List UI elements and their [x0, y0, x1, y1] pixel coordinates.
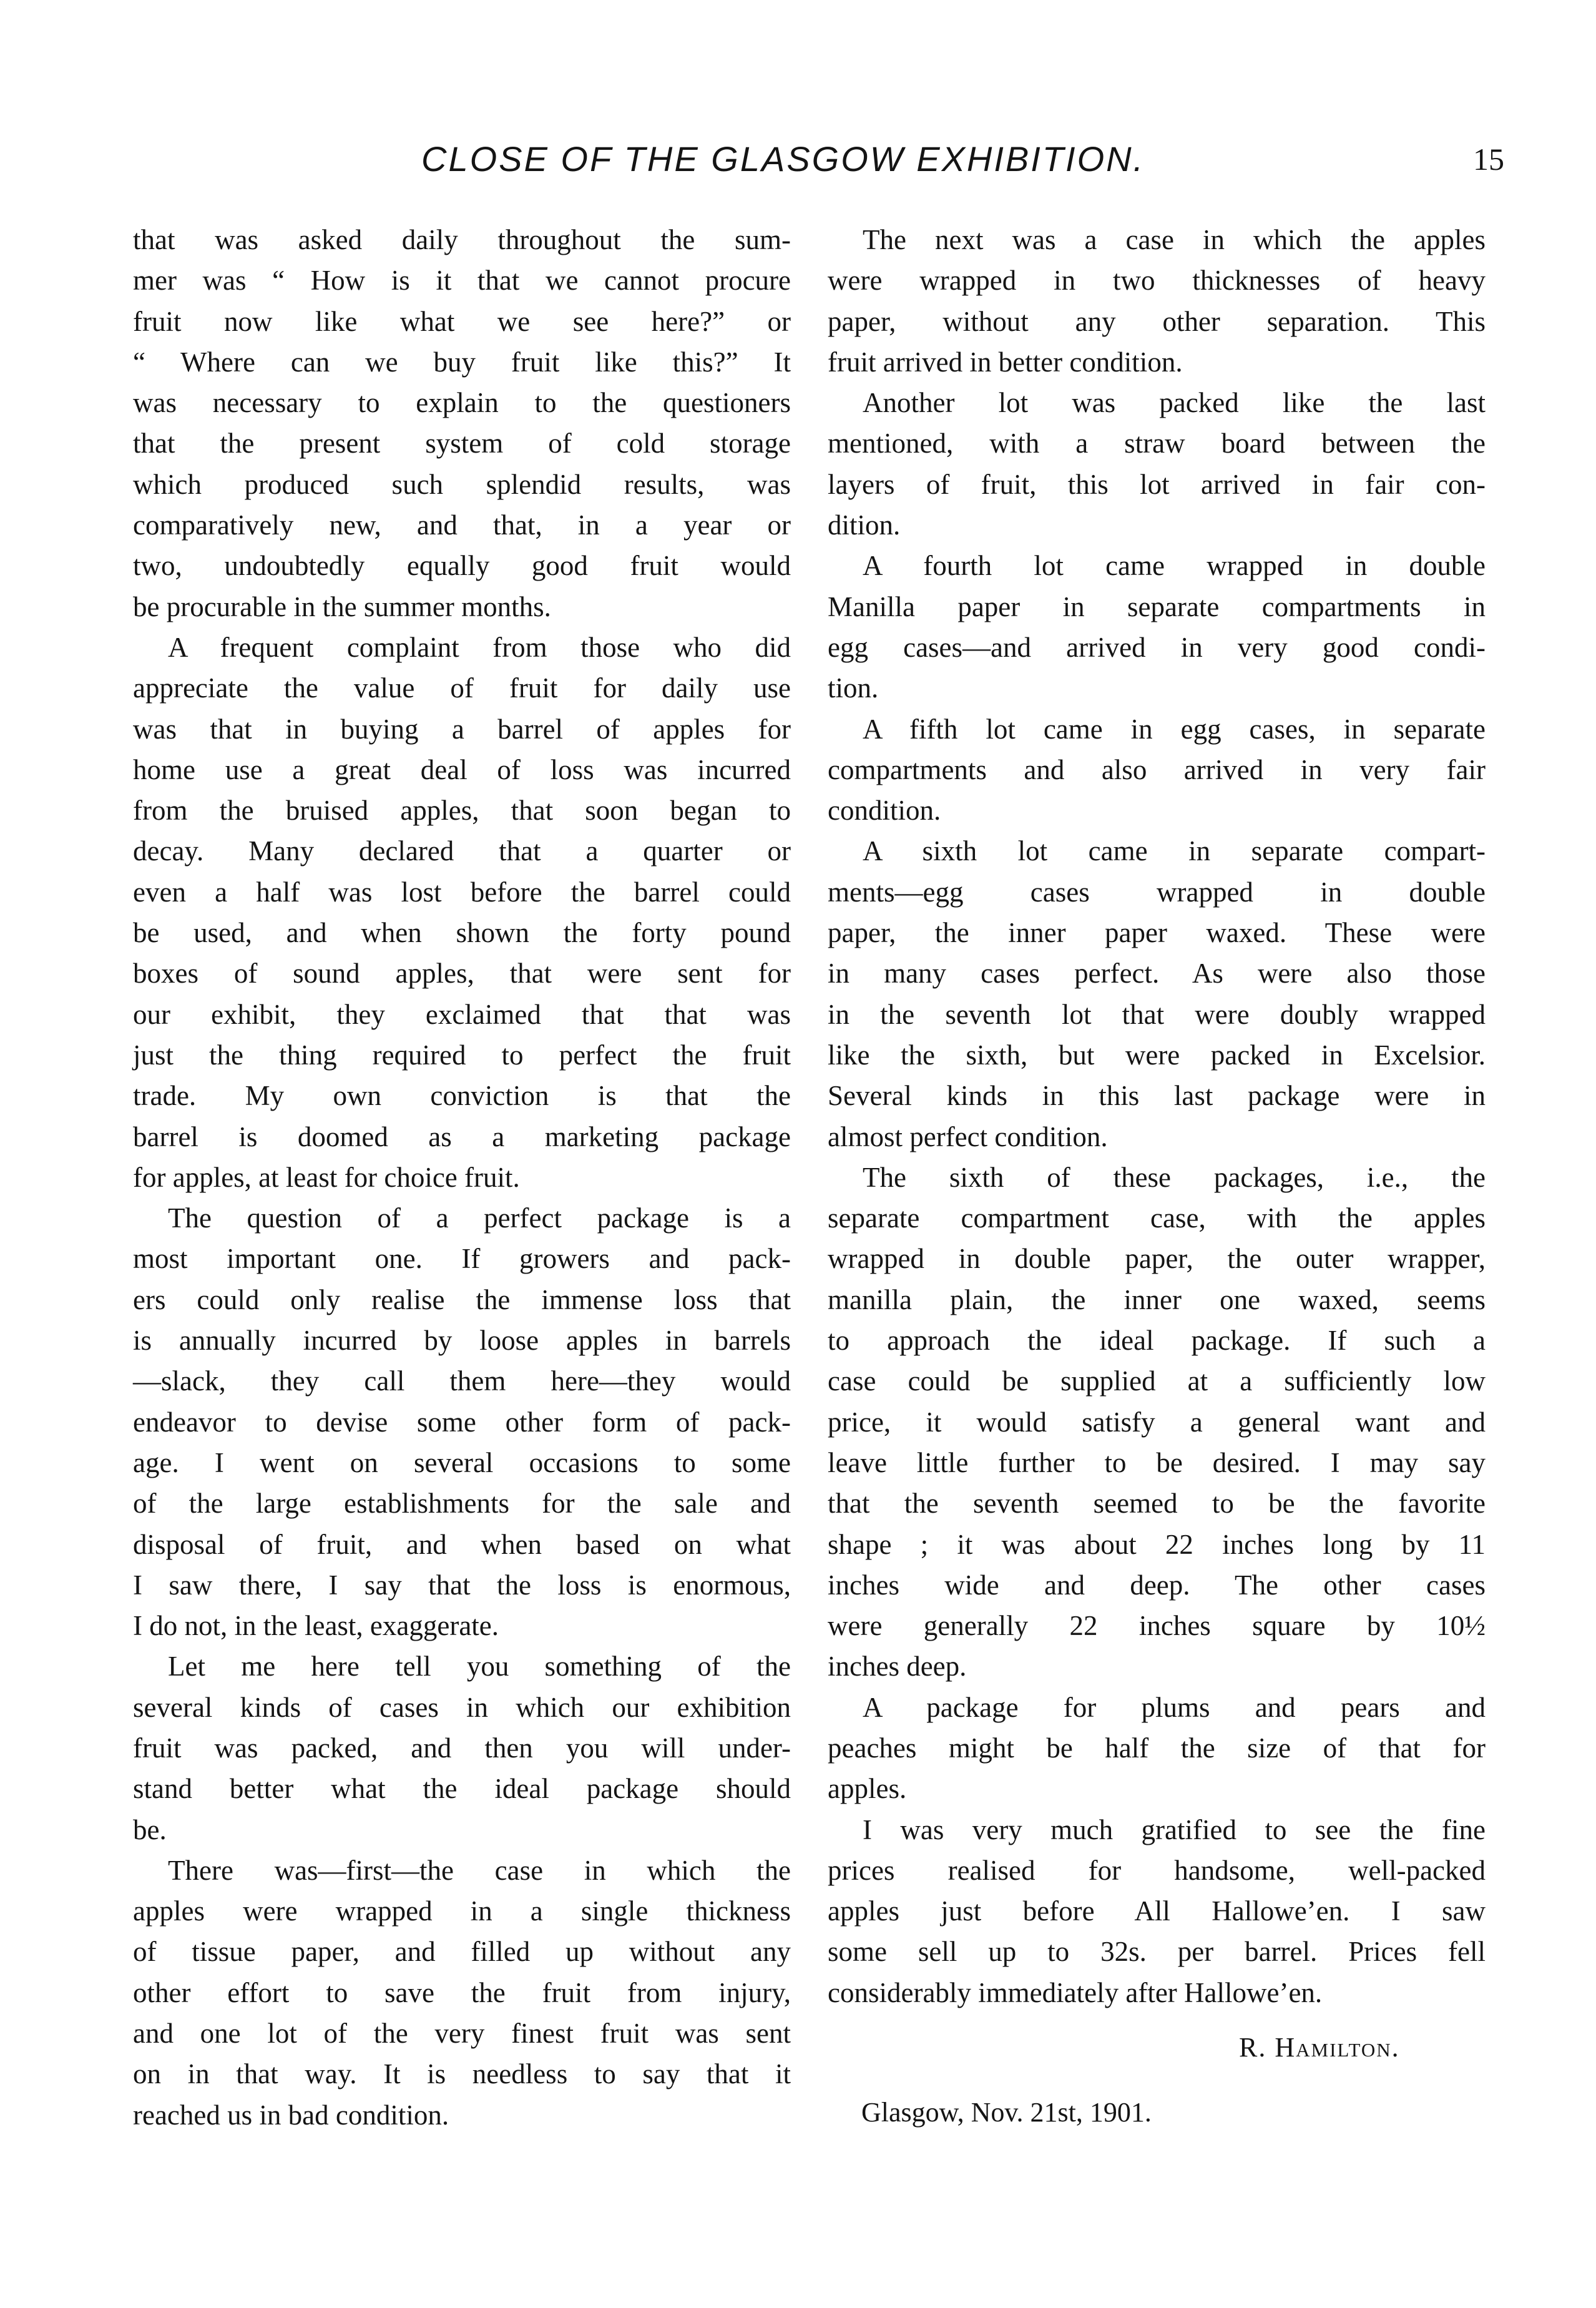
text-line: A fourth lot came wrapped in double [863, 550, 1486, 582]
author-signature: R. Hamilton. [1239, 2032, 1400, 2063]
text-line: A package for plums and pears and [863, 1691, 1486, 1723]
text-line: paper, without any other separation. This [828, 305, 1486, 337]
text-line: barrel is doomed as a marketing package [133, 1121, 791, 1152]
text-line: I saw there, I say that the loss is enormous, [133, 1569, 791, 1601]
text-line: were generally 22 inches square by 10½ [828, 1610, 1486, 1642]
text-line: ments—egg cases wrapped in double [828, 876, 1486, 908]
text-line: decay. Many declared that a quarter or [133, 835, 791, 867]
text-line: most important one. If growers and pack- [133, 1243, 791, 1275]
text-line: A fifth lot came in egg cases, in separate [863, 713, 1486, 745]
paragraph [828, 1687, 1486, 1810]
left-column [133, 220, 791, 2136]
text-line: dition. [828, 509, 901, 541]
text-line: for apples, at least for choice fruit. [133, 1161, 520, 1193]
paragraph [828, 1810, 1486, 2013]
paragraph [133, 1198, 791, 1646]
text-line: our exhibit, they exclaimed that that was [133, 998, 791, 1030]
text-line: price, it would satisfy a general want and [828, 1406, 1486, 1438]
text-line: egg cases—and arrived in very good condi- [828, 631, 1486, 663]
text-line: fruit now like what we see here?” or [133, 305, 791, 337]
text-line: reached us in bad condition. [133, 2099, 449, 2131]
text-line: —slack, they call them here—they would [133, 1365, 791, 1397]
text-line: be. [133, 1814, 167, 1845]
text-line: Several kinds in this last package were in [828, 1080, 1486, 1112]
text-line: boxes of sound apples, that were sent for [133, 958, 791, 989]
text-line: were wrapped in two thicknesses of heavy [828, 265, 1486, 297]
text-line: fruit arrived in better condition. [828, 346, 1183, 378]
text-line: that the present system of cold storage [133, 428, 791, 459]
text-line: The question of a perfect package is a [168, 1202, 791, 1234]
paragraph [133, 1646, 791, 1850]
text-line: I was very much gratified to see the fine [863, 1814, 1486, 1845]
text-line: comparatively new, and that, in a year or [133, 509, 791, 541]
text-line: some sell up to 32s. per barrel. Prices fell [828, 1936, 1486, 1968]
text-line: appreciate the value of fruit for daily use [133, 672, 791, 704]
text-line: of tissue paper, and filled up without any [133, 1936, 791, 1968]
text-line: considerably immediately after Hallowe’en. [828, 1977, 1323, 2008]
text-line: peaches might be half the size of that for [828, 1732, 1486, 1764]
text-line: be procurable in the summer months. [133, 591, 551, 622]
text-line: home use a great deal of loss was incurred [133, 754, 791, 785]
text-line: that the seventh seemed to be the favorite [828, 1488, 1486, 1520]
text-line: two, undoubtedly equally good fruit would [133, 550, 791, 582]
text-line: shape ; it was about 22 inches long by 11 [828, 1528, 1486, 1560]
text-line: inches wide and deep. The other cases [828, 1569, 1486, 1601]
paragraph [133, 220, 791, 627]
paragraph [828, 1157, 1486, 1687]
text-line: manilla plain, the inner one waxed, seems [828, 1284, 1486, 1315]
text-line: even a half was lost before the barrel could [133, 876, 791, 908]
page-title: CLOSE OF THE GLASGOW EXHIBITION. [421, 139, 1145, 179]
paragraph [828, 383, 1486, 546]
paragraph [133, 627, 791, 1198]
text-line: just the thing required to perfect the fruit [133, 1039, 791, 1071]
paragraph [828, 220, 1486, 383]
text-line: that was asked daily throughout the sum- [133, 224, 791, 255]
text-line: “ Where can we buy fruit like this?” It [133, 346, 791, 378]
dateline: Glasgow, Nov. 21st, 1901. [861, 2097, 1152, 2128]
text-line: almost perfect condition. [828, 1121, 1108, 1152]
right-column [828, 220, 1486, 2013]
text-line: fruit was packed, and then you will under- [133, 1732, 791, 1764]
text-line: of the large establishments for the sale and [133, 1488, 791, 1520]
text-line: was that in buying a barrel of apples for [133, 713, 791, 745]
text-line: several kinds of cases in which our exhibition [133, 1691, 791, 1723]
text-line: apples were wrapped in a single thickness [133, 1895, 791, 1927]
text-line: in the seventh lot that were doubly wrapped [828, 998, 1486, 1030]
paragraph [828, 546, 1486, 709]
paragraph [828, 709, 1486, 832]
text-line: mer was “ How is it that we cannot procure [133, 265, 791, 297]
text-line: A frequent complaint from those who did [168, 631, 791, 663]
text-line: be used, and when shown the forty pound [133, 917, 791, 949]
text-line: disposal of fruit, and when based on what [133, 1528, 791, 1560]
text-line: stand better what the ideal package should [133, 1773, 791, 1805]
paragraph [133, 1850, 791, 2136]
text-line: is annually incurred by loose apples in barrels [133, 1325, 791, 1357]
text-line: A sixth lot came in separate compart- [863, 835, 1486, 867]
text-line: from the bruised apples, that soon began to [133, 795, 791, 827]
text-line: Another lot was packed like the last [863, 387, 1486, 419]
text-line: separate compartment case, with the apples [828, 1202, 1486, 1234]
text-line: ers could only realise the immense loss that [133, 1284, 791, 1315]
text-line: Let me here tell you something of the [168, 1651, 791, 1682]
page-number: 15 [1473, 142, 1504, 177]
text-line: in many cases perfect. As were also those [828, 958, 1486, 989]
text-line: The next was a case in which the apples [863, 224, 1486, 255]
paragraph [828, 831, 1486, 1157]
text-line: was necessary to explain to the questioners [133, 387, 791, 419]
text-line: paper, the inner paper waxed. These were [828, 917, 1486, 949]
text-line: inches deep. [828, 1651, 967, 1682]
text-line: tion. [828, 672, 879, 704]
text-line: endeavor to devise some other form of pack- [133, 1406, 791, 1438]
text-line: case could be supplied at a sufficiently low [828, 1365, 1486, 1397]
text-line: wrapped in double paper, the outer wrapper, [828, 1243, 1486, 1275]
text-line: age. I went on several occasions to some [133, 1446, 791, 1478]
text-line: leave little further to be desired. I may say [828, 1446, 1486, 1478]
text-line: to approach the ideal package. If such a [828, 1325, 1486, 1357]
text-line: and one lot of the very finest fruit was sent [133, 2018, 791, 2050]
text-line: There was—first—the case in which the [168, 1854, 791, 1886]
text-line: on in that way. It is needless to say that it [133, 2058, 791, 2090]
text-line: mentioned, with a straw board between the [828, 428, 1486, 459]
text-line: compartments and also arrived in very fair [828, 754, 1486, 785]
text-line: other effort to save the fruit from injury, [133, 1977, 791, 2008]
text-line: trade. My own conviction is that the [133, 1080, 791, 1112]
text-line: apples just before All Hallowe’en. I saw [828, 1895, 1486, 1927]
running-head [0, 139, 1596, 189]
text-line: prices realised for handsome, well-packed [828, 1854, 1486, 1886]
text-line: Manilla paper in separate compartments in [828, 591, 1486, 622]
text-line: I do not, in the least, exaggerate. [133, 1610, 499, 1642]
text-line: which produced such splendid results, was [133, 468, 791, 500]
text-line: The sixth of these packages, i.e., the [863, 1161, 1486, 1193]
text-line: condition. [828, 795, 941, 827]
text-line: layers of fruit, this lot arrived in fair con- [828, 468, 1486, 500]
text-line: like the sixth, but were packed in Excelsior. [828, 1039, 1486, 1071]
text-line: apples. [828, 1773, 907, 1805]
